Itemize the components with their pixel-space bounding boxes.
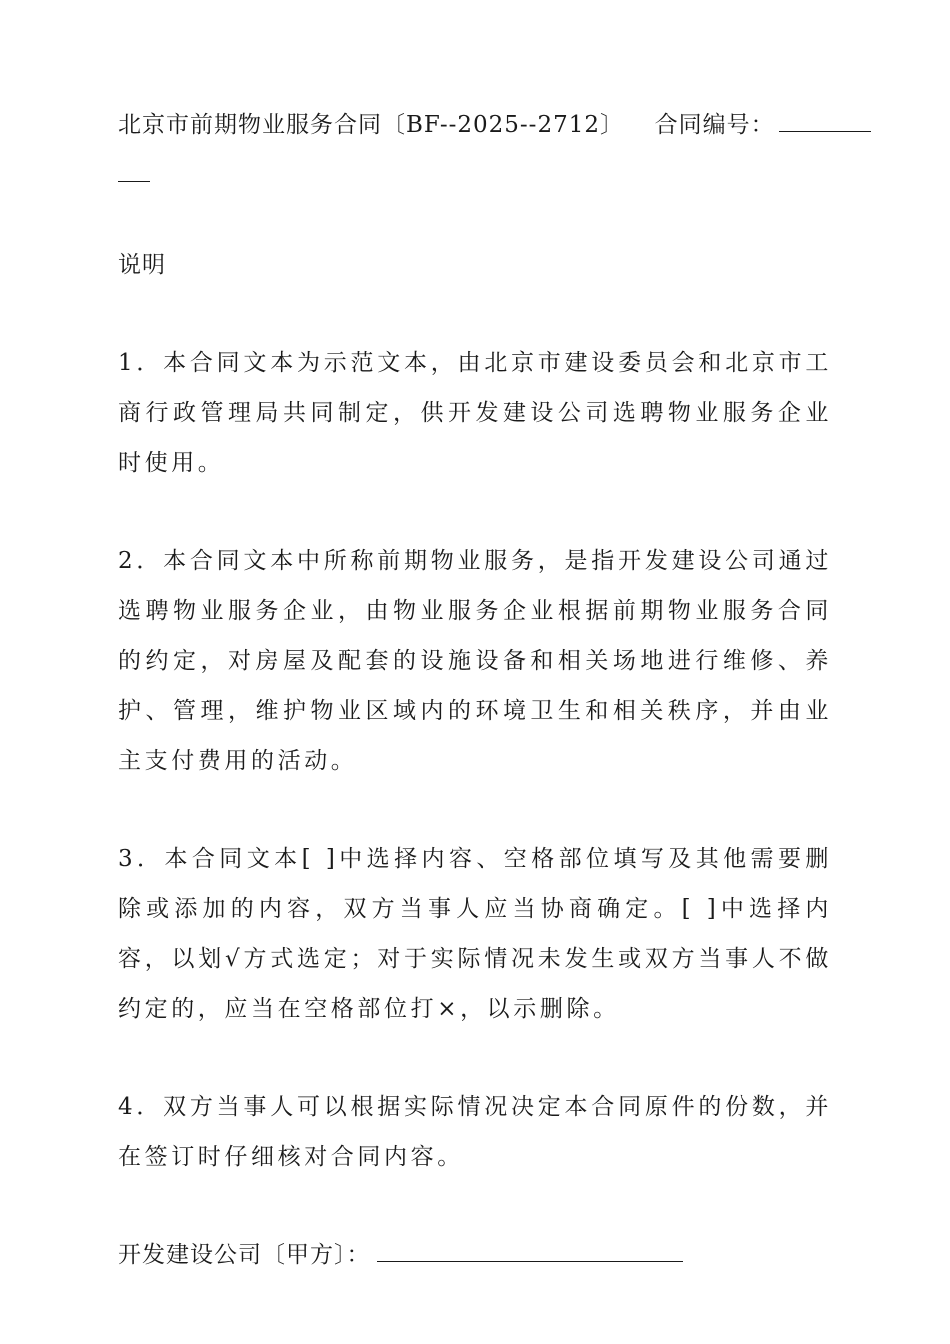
title-line-continuation — [118, 150, 832, 200]
party-a-label: 开发建设公司〔甲方〕： — [118, 1242, 371, 1268]
title-line — [118, 100, 832, 150]
party-a-line — [118, 1230, 832, 1280]
contract-title: 北京市前期物业服务合同〔BF--2025--2712〕 — [118, 112, 624, 138]
clause-2: 2．本合同文本中所称前期物业服务，是指开发建设公司通过选聘物业服务企业，由物业服务企业根据前期物业服务合同的约定，对房屋及配套的设施设备和相关场地进行维修、养护、管理，维护物业区域内的环境卫生和相关秩序，并由业主支付费用的活动。 — [118, 548, 832, 774]
contract-number-label: 合同编号： — [654, 112, 775, 138]
clause-4: 4．双方当事人可以根据实际情况决定本合同原件的份数，并在签订时仔细核对合同内容。 — [118, 1094, 832, 1170]
contract-number-blank-continuation[interactable] — [118, 163, 150, 182]
contract-number-blank[interactable] — [779, 113, 871, 132]
clause-3: 3．本合同文本[ ]中选择内容、空格部位填写及其他需要删除或添加的内容，双方当事人应当协商确定。[ ]中选择内容，以划√方式选定；对于实际情况未发生或双方当事人不做约定的，应当在空格部位打×，以示删除。 — [118, 846, 832, 1022]
clause-1: 1．本合同文本为示范文本，由北京市建设委员会和北京市工商行政管理局共同制定，供开发建设公司选聘物业服务企业时使用。 — [118, 350, 832, 476]
document-page — [118, 100, 832, 1280]
party-a-blank[interactable] — [377, 1243, 683, 1262]
section-heading: 说明 — [118, 252, 166, 278]
